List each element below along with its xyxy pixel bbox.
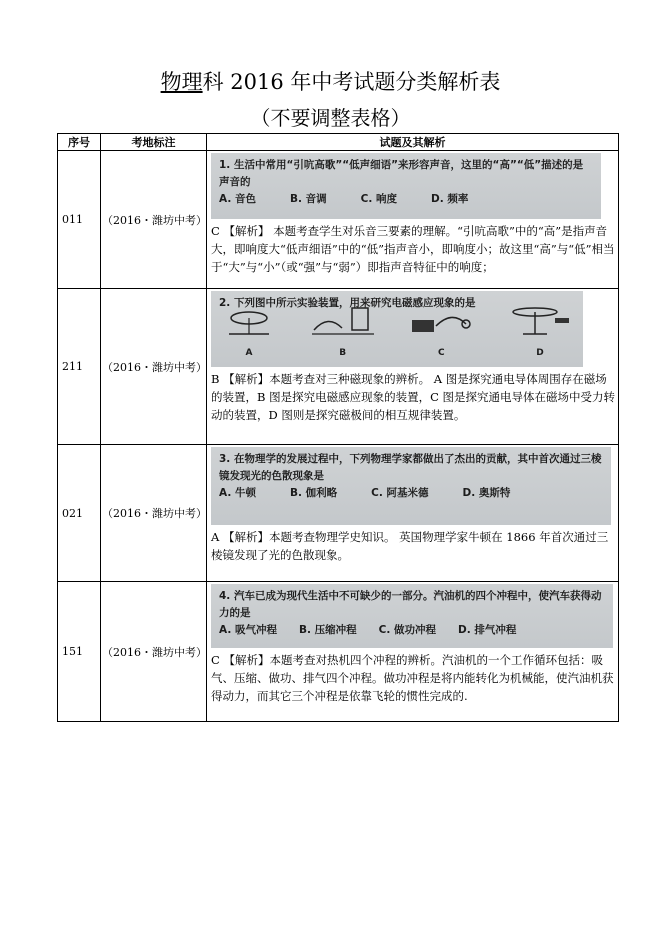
figure-d (505, 304, 575, 362)
question-text: 2. 下列图中所示实验装置，用来研究电磁感应现象的是 (219, 297, 476, 309)
option: D. 奥斯特 (462, 487, 511, 499)
figure-label: A (245, 348, 253, 358)
question-text: 1. 生活中常用“引吭高歌”“低声细语”来形容声音，这里的“高”“低”描述的是声音的 (219, 159, 584, 188)
option: A. 音色 (219, 193, 256, 205)
row-source: （2016・潍坊中考） (101, 289, 207, 445)
row-content (207, 151, 619, 289)
table-header-row (58, 134, 619, 151)
figure-a (219, 304, 279, 362)
question-image (211, 447, 611, 525)
page-title (0, 66, 661, 96)
row-content (207, 582, 619, 722)
option: C. 做功冲程 (378, 624, 436, 636)
row-source: （2016・潍坊中考） (101, 582, 207, 722)
row-content (207, 289, 619, 445)
figure-b (308, 304, 378, 362)
row-source: （2016・潍坊中考） (101, 151, 207, 289)
question-image (211, 584, 613, 648)
table-row (58, 582, 619, 722)
option: A. 吸气冲程 (219, 624, 277, 636)
question-options (219, 191, 593, 208)
analysis-text: C 【解析】本题考查对热机四个冲程的辨析。汽油机的一个工作循环包括：吸气、压缩、做功、排气四个冲程。做功冲程是将内能转化为机械能，使汽油机获得动力，而其它三个冲程是依靠飞轮的惯性完成的. (211, 653, 614, 703)
figure-c-icon (406, 304, 476, 338)
title-rest: 科 2016 年中考试题分类解析表 (202, 70, 501, 94)
analysis-text: C 【解析】 本题考查学生对乐音三要素的理解。“引吭高歌”中的“高”是指声音大，即响度大“低声细语”中的“低”指声音小，即响度小；故这里“高”与“低”相当于“大”与“小”（或“强”与“弱”）即指声音特征中的响度； (211, 224, 615, 274)
header-content: 试题及其解析 (207, 134, 619, 151)
title-subject: 物理 (160, 70, 203, 94)
question-text: 4. 汽车已成为现代生活中不可缺少的一部分。汽油机的四个冲程中，使汽车获得动力的是 (219, 590, 602, 619)
experiment-figures (219, 314, 575, 362)
row-num: 211 (58, 289, 101, 445)
page-subtitle: （不要调整表格） (250, 106, 411, 130)
option: C. 响度 (360, 193, 397, 205)
question-image (211, 153, 601, 219)
table-row (58, 289, 619, 445)
question-image (211, 291, 583, 367)
question-options (219, 622, 605, 639)
option: C. 阿基米德 (371, 487, 429, 499)
figure-label: D (536, 348, 544, 358)
table-row (58, 151, 619, 289)
option: D. 排气冲程 (457, 624, 517, 636)
header-num: 序号 (58, 134, 101, 151)
option: B. 压缩冲程 (298, 624, 357, 636)
figure-d-icon (505, 304, 575, 338)
figure-c (406, 304, 476, 362)
figure-label: B (339, 348, 347, 358)
classification-table (57, 133, 619, 722)
row-num: 011 (58, 151, 101, 289)
option: A. 牛顿 (219, 487, 256, 499)
option: D. 频率 (430, 193, 469, 205)
analysis-text: A 【解析】本题考查物理学史知识。 英国物理学家牛顿在 1866 年首次通过三棱镜发现了光的色散现象。 (211, 530, 609, 562)
analysis-text: B 【解析】本题考查对三种磁现象的辨析。 A 图是探究通电导体周围存在磁场的装置，B 图是探究电磁感应现象的装置，C 图是探究通电导体在磁场中受力转动的装置，D 图则是探究磁极间的相互规律装置。 (211, 372, 616, 422)
option: B. 伽利略 (289, 487, 338, 499)
figure-a-icon (219, 304, 279, 338)
question-text: 3. 在物理学的发展过程中，下列物理学家都做出了杰出的贡献，其中首次通过三棱镜发现光的色散现象是 (219, 453, 602, 482)
question-options (219, 485, 603, 502)
figure-b-icon (308, 304, 378, 338)
table-row (58, 445, 619, 582)
header-source: 考地标注 (101, 134, 207, 151)
option: B. 音调 (289, 193, 327, 205)
figure-label: C (438, 348, 445, 358)
row-source: （2016・潍坊中考） (101, 445, 207, 582)
row-num: 021 (58, 445, 101, 582)
row-content (207, 445, 619, 582)
row-num: 151 (58, 582, 101, 722)
